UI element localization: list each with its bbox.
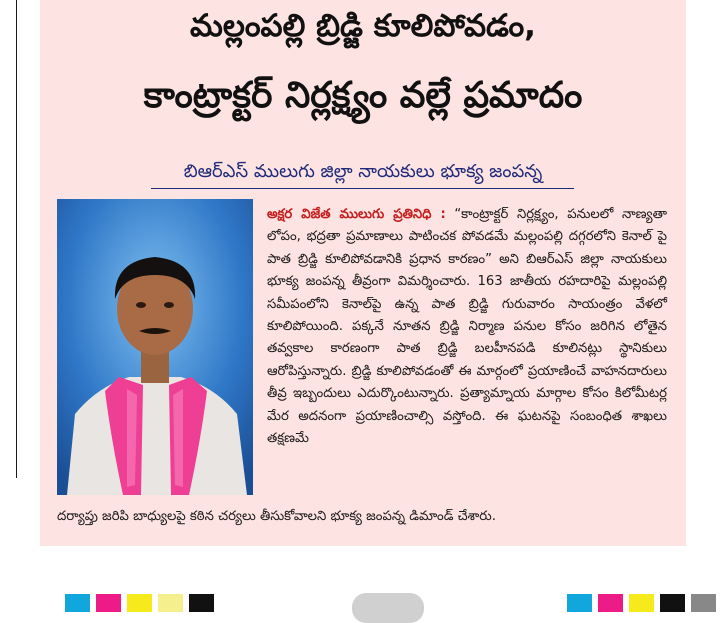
- swatch: [660, 594, 685, 612]
- portrait-illustration: [57, 199, 253, 495]
- swatch: [96, 594, 121, 612]
- byline-underline: [151, 188, 574, 189]
- portrait-photo: [57, 199, 253, 495]
- swatch: [127, 594, 152, 612]
- headline-line-1: మల్లంపల్లి బ్రిడ్జి కూలిపోవడం,: [190, 8, 536, 44]
- headline-line-2: కాంట్రాక్టర్ నిర్లక్ష్యం వల్లే ప్రమాదం: [143, 75, 583, 116]
- swatch: [691, 594, 716, 612]
- dateline: అక్షర విజేత ములుగు ప్రతినిధి :: [267, 207, 446, 222]
- swatch: [189, 594, 214, 612]
- article-body: [267, 204, 667, 450]
- registration-mark: [352, 593, 424, 623]
- color-bar-left: [65, 594, 220, 612]
- swatch: [65, 594, 90, 612]
- swatch: [629, 594, 654, 612]
- byline: బిఆర్ఎస్ ములుగు జిల్లా నాయకులు భూక్య జంపన్న: [183, 161, 543, 182]
- column-rule: [16, 0, 17, 478]
- article-body-text: “కాంట్రాక్టర్ నిర్లక్ష్యం, పనులలో నాణ్యతా లోపం, భద్రతా ప్రమాణాలు పాటించక పోవడమే మల్లంపల్లి దగ్గరలోని కెనాల్ పై పాత బ్రిడ్జి కూలిపోవడానికి ప్రధాన కారణం” అని బిఆర్ఎస్ జిల్లా నాయకులు భూక్య జంపన్న తీవ్రంగా విమర్శించారు. 163 జాతీయ రహదారిపై మల్లంపల్లి సమీపంలోని కెనాల్‌పై ఉన్న పాత బ్రిడ్జి గురువారం సాయంత్రం వేళలో కూలిపోయింది. పక్కనే నూతన బ్రిడ్జి నిర్మాణ పనుల కోసం జరిగిన లోతైన తవ్వకాల కారణంగా పాత బ్రిడ్జి బలహీనపడి కూలినట్లు స్థానికులు ఆరోపిస్తున్నారు. బ్రిడ్జి కూలిపోవడంతో ఈ మార్గంలో ప్రయాణించే వాహనదారులు తీవ్ర ఇబ్బందులు ఎదుర్కొంటున్నారు. ప్రత్యామ్నాయ మార్గాల కోసం కిలోమీటర్ల మేర అదనంగా ప్రయాణించాల్సి వస్తోంది. ఈ ఘటనపై సంబంధిత శాఖలు తక్షణమే: [267, 207, 667, 447]
- swatch: [567, 594, 592, 612]
- article-body-tail: దర్యాప్తు జరిపి బాధ్యులపై కఠిన చర్యలు తీసుకోవాలని భూక్య జంపన్న డిమాండ్ చేశారు.: [57, 509, 496, 524]
- swatch: [158, 594, 183, 612]
- swatch: [598, 594, 623, 612]
- color-bar-right: [567, 594, 721, 612]
